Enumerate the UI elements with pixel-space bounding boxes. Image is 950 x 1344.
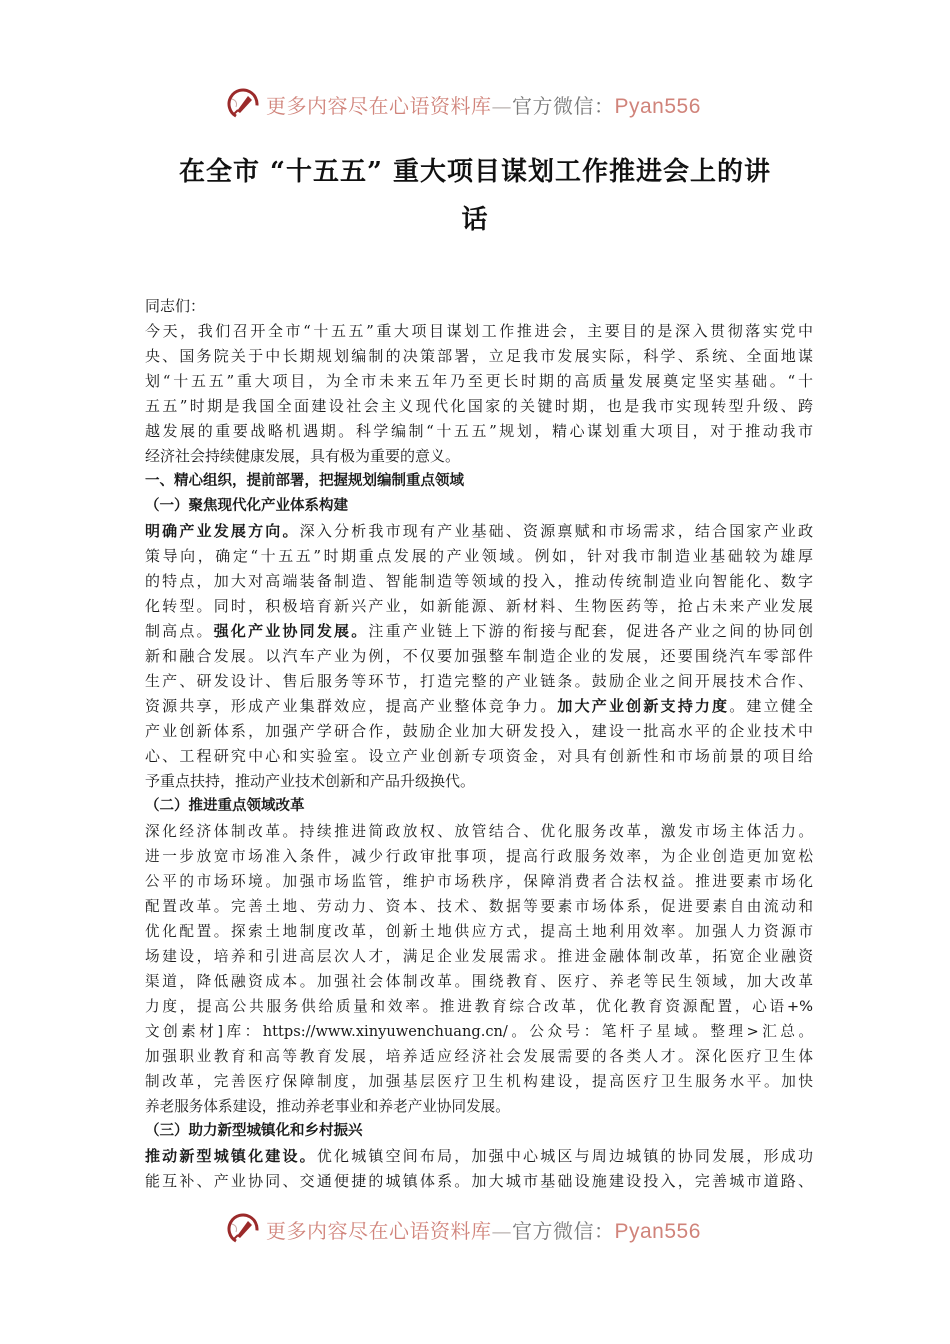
- text-line: [145, 1019, 813, 1044]
- bold-lead-phrase: 推动新型城镇化建设。: [145, 1147, 317, 1165]
- text-line: [145, 719, 813, 744]
- text-line: [145, 519, 813, 544]
- line-text: 新和融合发展。以汽车产业为例，不仅要加强整车制造企业的发展，还要围绕汽车零部件: [145, 647, 813, 665]
- text-line: [145, 1094, 813, 1119]
- text-line: [145, 369, 813, 394]
- section-heading: [145, 494, 813, 519]
- pen-nib-logo-icon: [226, 1212, 260, 1246]
- line-text: 优化城镇空间布局，加强中心城区与周边城镇的协同发展，形成功: [316, 1147, 813, 1165]
- line-text: 。公众号：笔杆子星域。整理>汇总。: [507, 1023, 813, 1040]
- text-line: [145, 944, 813, 969]
- line-text: 深入分析我市现有产业基础、资源禀赋和市场需求，结合国家产业政: [299, 522, 813, 540]
- footer-banner: [226, 1209, 726, 1249]
- text-line: [145, 744, 813, 769]
- line-text: 划“十五五”重大项目，为全市未来五年乃至更长时期的高质量发展奠定坚实基础。“十: [145, 372, 813, 390]
- line-text: 越发展的重要战略机遇期。科学编制“十五五”规划，精心谋划重大项目，对于推动我市: [145, 422, 813, 440]
- text-line: [145, 819, 813, 844]
- text-line: [145, 844, 813, 869]
- line-text-prefix: 制高点。: [145, 622, 214, 640]
- text-line: [145, 1044, 813, 1069]
- line-text-prefix: 文创素材]库：: [145, 1023, 263, 1040]
- header-banner: [226, 84, 726, 124]
- text-line: [145, 1069, 813, 1094]
- text-line: [145, 1169, 813, 1194]
- line-text: 的特点，加大对高端装备制造、智能制造等领域的投入，推动传统制造业向智能化、数字: [145, 572, 813, 590]
- pen-nib-logo-icon: [226, 87, 260, 121]
- text-line: [145, 619, 813, 644]
- text-line: [145, 769, 813, 794]
- line-text: 注重产业链上下游的衔接与配套，促进各产业之间的协同创: [368, 622, 813, 640]
- line-text: 。建立健全: [729, 697, 813, 715]
- line-text-prefix: 资源共享，形成产业集群效应，提高产业整体竞争力。: [145, 697, 558, 715]
- line-text: 央、国务院关于中长期规划编制的决策部署，立足我市发展实际，科学、系统、全面地谋: [145, 347, 813, 365]
- text-line: [145, 994, 813, 1019]
- banner-dash: —: [491, 1218, 512, 1243]
- line-text: （二）推进重点领域改革: [145, 798, 305, 814]
- line-text: 场建设，培养和引进高层次人才，满足企业发展需求。推进金融体制改革，拓宽企业融资: [145, 948, 813, 965]
- bold-lead-phrase: 加大产业创新支持力度: [557, 697, 730, 715]
- text-line: [145, 394, 813, 419]
- line-text: 加强职业教育和高等教育发展，培养适应经济社会发展需要的各类人才。深化医疗卫生体: [145, 1048, 813, 1065]
- line-text: （一）聚焦现代化产业体系构建: [145, 498, 348, 514]
- line-text: 策导向，确定“十五五”时期重点发展的产业领域。例如，针对我市制造业基础较为雄厚: [145, 547, 813, 565]
- text-line: [145, 419, 813, 444]
- line-text: 一、精心组织，提前部署，把握规划编制重点领域: [145, 473, 464, 489]
- line-text: 五五”时期是我国全面建设社会主义现代化国家的关键时期，也是我市实现转型升级、跨: [145, 397, 813, 415]
- line-text: 配置改革。完善土地、劳动力、资本、技术、数据等要素市场体系，促进要素自由流动和: [145, 898, 813, 915]
- line-text: 养老服务体系建设，推动养老事业和养老产业协同发展。: [145, 1098, 510, 1115]
- section-heading: [145, 1119, 813, 1144]
- banner-slogan: 更多内容尽在心语资料库: [266, 93, 492, 118]
- bold-lead-phrase: 明确产业发展方向。: [145, 522, 300, 540]
- text-line: [145, 569, 813, 594]
- line-text: 心、工程研究中心和实验室。设立产业创新专项资金，对具有创新性和市场前景的项目给: [145, 747, 813, 765]
- line-text: 予重点扶持，推动产业技术创新和产品升级换代。: [145, 772, 476, 790]
- line-text: 能互补、产业协同、交通便捷的城镇体系。加大城市基础设施建设投入，完善城市道路、: [145, 1172, 813, 1190]
- text-line: [145, 319, 813, 344]
- text-line: [145, 669, 813, 694]
- banner-wechat-id: Pyan556: [614, 94, 701, 118]
- text-line: [145, 694, 813, 719]
- line-text: 经济社会持续健康发展，具有极为重要的意义。: [145, 447, 461, 465]
- banner-wechat-label: 官方微信：: [512, 1218, 615, 1243]
- title-line-1: 在全市 “十五五” 重大项目谋划工作推进会上的讲: [178, 157, 771, 187]
- section-heading: [145, 469, 813, 494]
- line-text: 化转型。同时，积极培育新兴产业，如新能源、新材料、生物医药等，抢占未来产业发展: [145, 597, 813, 615]
- text-line: [145, 344, 813, 369]
- text-line: [145, 1144, 813, 1169]
- banner-wechat-id: Pyan556: [614, 1219, 701, 1243]
- document-body: [145, 294, 813, 1194]
- line-text: 产业创新体系，加强产学研合作，鼓励企业加大研发投入，建设一批高水平的企业技术中: [145, 722, 813, 740]
- line-text: 同志们：: [145, 297, 206, 315]
- line-text: 公平的市场环境。加强市场监管，维护市场秩序，保障消费者合法权益。推进要素市场化: [145, 873, 813, 890]
- text-line: [145, 644, 813, 669]
- line-text: 制改革，完善医疗保障制度，加强基层医疗卫生机构建设，提高医疗卫生服务水平。加快: [145, 1073, 813, 1090]
- line-text: 生产、研发设计、售后服务等环节，打造完整的产业链条。鼓励企业之间开展技术合作、: [145, 672, 813, 690]
- line-text: 优化配置。探索土地制度改革，创新土地供应方式，提高土地利用效率。加强人力资源市: [145, 923, 813, 940]
- text-line: [145, 594, 813, 619]
- document-title: [140, 148, 810, 244]
- text-line: [145, 294, 813, 319]
- line-text: 力度，提高公共服务供给质量和效率。推进教育综合改革，优化教育资源配置，心语+%: [145, 998, 813, 1015]
- banner-dash: —: [491, 93, 512, 118]
- text-line: [145, 919, 813, 944]
- line-text: 进一步放宽市场准入条件，减少行政审批事项，提高行政服务效率，为企业创造更加宽松: [145, 848, 813, 865]
- line-text: 今天，我们召开全市“十五五”重大项目谋划工作推进会，主要目的是深入贯彻落实党中: [145, 322, 813, 340]
- banner-slogan: 更多内容尽在心语资料库: [266, 1218, 492, 1243]
- title-line-2: 话: [461, 205, 489, 235]
- line-text: （三）助力新型城镇化和乡村振兴: [145, 1123, 363, 1139]
- line-text: 渠道，降低融资成本。加强社会体制改革。围绕教育、医疗、养老等民生领域，加大改革: [145, 973, 813, 990]
- text-line: [145, 969, 813, 994]
- text-line: [145, 544, 813, 569]
- line-text: 深化经济体制改革。持续推进简政放权、放管结合、优化服务改革，激发市场主体活力。: [145, 823, 813, 840]
- text-line: [145, 444, 813, 469]
- bold-lead-phrase: 强化产业协同发展。: [213, 622, 369, 640]
- text-line: [145, 894, 813, 919]
- website-url: https://www.xinyuwenchuang.cn/: [262, 1023, 508, 1040]
- section-heading: [145, 794, 813, 819]
- banner-wechat-label: 官方微信：: [512, 93, 615, 118]
- text-line: [145, 869, 813, 894]
